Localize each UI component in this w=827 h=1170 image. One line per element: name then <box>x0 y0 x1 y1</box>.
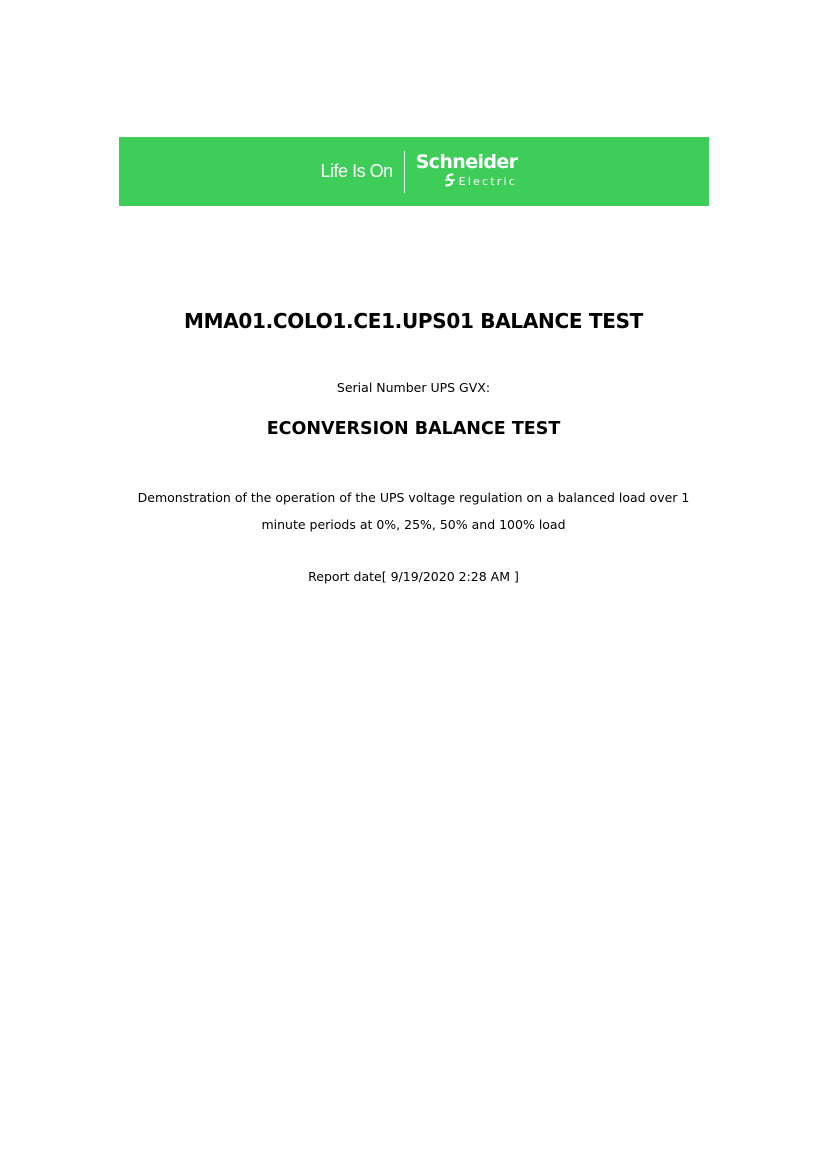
logo-divider <box>404 151 405 193</box>
test-description: Demonstration of the operation of the UPS voltage regulation on a balanced load over 1 minute periods at 0%, 25%, 50% and 100% load <box>137 490 690 532</box>
brand-electric: Electric <box>458 175 517 188</box>
brand-block <box>415 150 518 191</box>
brand-name: Schneider <box>415 150 518 173</box>
report-date: Report date[ 9/19/2020 2:28 AM ] <box>308 569 519 584</box>
tagline-label: Life Is On <box>320 161 393 181</box>
serial-number-line: Serial Number UPS GVX: <box>336 380 491 395</box>
tagline-text <box>321 161 393 182</box>
section-title: ECONVERSION BALANCE TEST <box>266 419 561 439</box>
schneider-mark-icon <box>443 173 457 191</box>
brand-sub <box>443 173 518 191</box>
header-banner <box>119 137 709 206</box>
schneider-logo <box>321 151 518 193</box>
document-title: MMA01.COLO1.CE1.UPS01 BALANCE TEST <box>183 309 644 333</box>
